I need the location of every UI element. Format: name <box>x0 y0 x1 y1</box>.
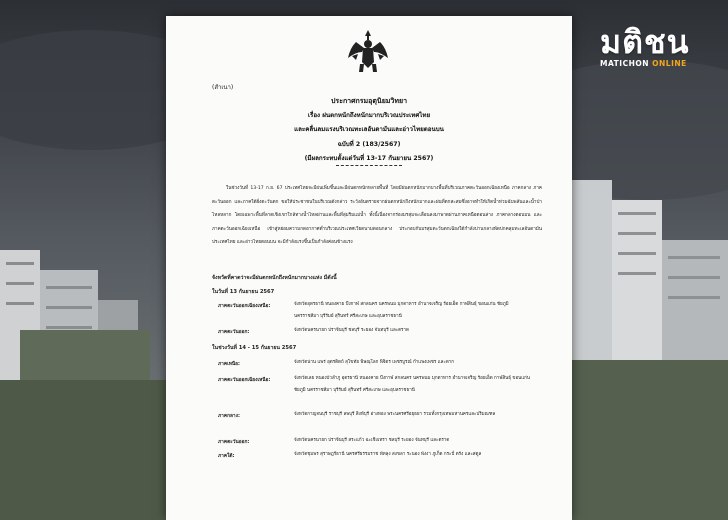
announcement-document <box>166 16 572 520</box>
logo-subtitle: MATICHON ONLINE <box>600 59 687 68</box>
province-list: จังหวัดนครนายก ปราจีนบุรี ชลบุรี ระยอง จันทบุรี และตราด <box>294 328 409 333</box>
province-list: จังหวัดอุดรธานี หนองคาย บึงกาฬ สกลนคร นครพนม มุกดาหาร อำนาจเจริญ ร้อยเอ็ด กาฬสินธุ์ ขอนแก่น ชัยภูมิ นครราชสีมา บุรีรัมย์ สุรินทร์ ศรีสะเกษ และอุบลราชธานี <box>294 302 509 319</box>
announcement-title: ประกาศกรมอุตุนิยมวิทยา <box>330 97 407 105</box>
section-date: ในช่วงวันที่ 14 - 15 กันยายน 2567 <box>212 345 297 351</box>
matichon-online-logo[interactable] <box>600 23 712 68</box>
province-list: จังหวัดชุมพร สุราษฎร์ธานี นครศรีธรรมราช พัทลุง สงขลา ระนอง พังงา ภูเก็ต กระบี่ ตรัง และสตูล <box>294 452 482 457</box>
subject-line-2: และคลื่นลมแรงบริเวณทะเลอันดามันและอ่าวไทยตอนบน <box>294 126 444 133</box>
region-label: ภาคตะวันออกเฉียงเหนือ: <box>218 304 271 309</box>
copy-label: (สำเนา) <box>212 84 234 91</box>
region-label: ภาคใต้: <box>218 454 235 459</box>
region-label: ภาคตะวันออกเฉียงเหนือ: <box>218 378 271 383</box>
province-list: จังหวัดนครนายก ปราจีนบุรี สระแก้ว ฉะเชิงเทรา ชลบุรี ระยอง จันทบุรี และตราด <box>294 438 450 443</box>
subject-line-1: เรื่อง ฝนตกหนักถึงหนักมากบริเวณประเทศไทย <box>307 112 431 119</box>
issue-number: ฉบับที่ 2 (183/2567) <box>337 141 401 148</box>
logo-wordmark: มติชน <box>600 23 690 61</box>
region-label: ภาคเหนือ: <box>218 362 240 367</box>
announcement-paragraph: ในช่วงวันที่ 13-17 ก.ย. 67 ประเทศไทยจะมีฝนเพิ่มขึ้นและมีฝนตกหนักหลายพื้นที่ โดยมีฝนตกหนักมากบางพื้นที่บริเวณภาคตะวันออกเฉียงเหนือ ภาคกลาง ภาคตะวันออก และภาคใต้ฝั่งตะวันตก ขอให้ประชาชนในบริเวณดังกล่าว ระวังอันตรายจากฝนตกหนักถึงหนักมากและฝนที่ตกสะสมซึ่งอาจทำให้เกิดน้ำท่วมฉับพลันและน้ำป่าไหลหลาก โดยเฉพาะพื้นที่ลาดเชิงเขาใกล้ทางน้ำไหลผ่านและพื้นที่ลุ่มริมแม่น้ำ ทั้งนี้เนื่องจากร่องมรสุมจะเลื่อนลงมาพาดผ่านภาคเหนือตอนล่าง ภาคกลางตอนบน และภาคตะวันออกเฉียงเหนือ เข้าสู่หย่อมความกดอากาศต่ำบริเวณประเทศเวียดนามตอนกลาง ประกอบกับมรสุมตะวันตกเฉียงใต้กำลังปานกลางพัดปกคลุมทะเลอันดามัน ประเทศไทย และอ่าวไทยตอนบน จะมีกำลังแรงขึ้นเป็นกำลังค่อนข้างแรง <box>212 186 542 245</box>
province-list: จังหวัดกาญจนบุรี ราชบุรี ลพบุรี สิงห์บุรี อ่างทอง พระนครศรีอยุธยา รวมทั้งกรุงเทพมหานครและปริมณฑล <box>294 412 496 417</box>
province-list: จังหวัดเลย หนองบัวลำภู อุดรธานี หนองคาย บึงกาฬ สกลนคร นครพนม มุกดาหาร อำนาจเจริญ ร้อยเอ็ด กาฬสินธุ์ ขอนแก่น ชัยภูมิ นครราชสีมา บุรีรัมย์ สุรินทร์ ศรีสะเกษ และอุบลราชธานี <box>294 376 530 393</box>
effective-dates: (มีผลกระทบตั้งแต่วันที่ 13-17 กันยายน 2567) <box>304 155 434 162</box>
area-heading: จังหวัดที่คาดว่าจะมีฝนตกหนักถึงหนักมากบางแห่ง มีดังนี้ <box>212 275 337 281</box>
section-date: ในวันที่ 13 กันยายน 2567 <box>212 289 275 295</box>
province-list: จังหวัดน่าน แพร่ อุตรดิตถ์ สุโขทัย พิษณุโลก พิจิตร เพชรบูรณ์ กำแพงเพชร และตาก <box>294 360 455 365</box>
region-label: ภาคตะวันออก: <box>218 330 250 335</box>
divider <box>336 165 402 166</box>
region-label: ภาคตะวันออก: <box>218 440 250 445</box>
garuda-emblem-icon <box>346 28 390 74</box>
region-label: ภาคกลาง: <box>218 414 240 419</box>
